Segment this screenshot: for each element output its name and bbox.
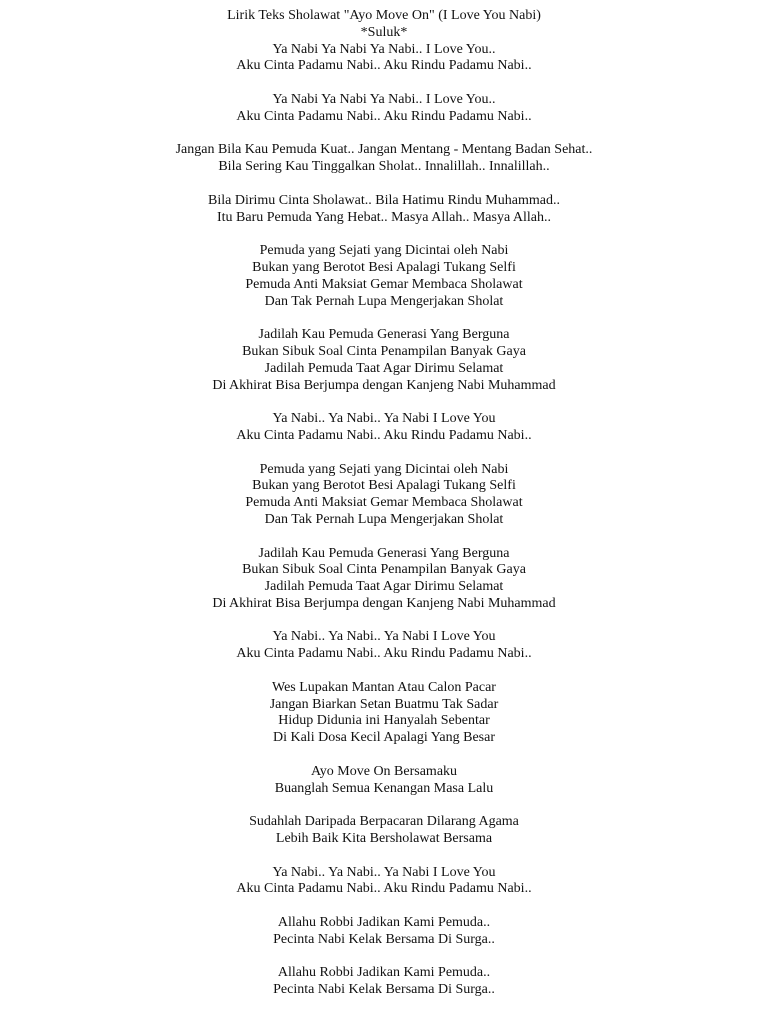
lyric-stanza	[0, 462, 768, 529]
lyric-line: Hidup Didunia ini Hanyalah Sebentar	[278, 713, 490, 729]
lyric-line: Aku Cinta Padamu Nabi.. Aku Rindu Padamu Nabi..	[236, 646, 532, 662]
lyric-line: Ya Nabi.. Ya Nabi.. Ya Nabi I Love You	[272, 629, 496, 645]
lyric-line: Bila Sering Kau Tinggalkan Sholat.. Innalillah.. Innalillah..	[218, 159, 550, 175]
lyric-stanza	[0, 411, 768, 445]
lyric-line: Pemuda yang Sejati yang Dicintai oleh Nabi	[259, 461, 509, 477]
lyric-line: Bukan yang Berotot Besi Apalagi Tukang Selfi	[252, 259, 516, 275]
lyric-line: Allahu Robbi Jadikan Kami Pemuda..	[277, 965, 491, 981]
lyric-line: Dan Tak Pernah Lupa Mengerjakan Sholat	[264, 511, 504, 527]
lyric-line: Aku Cinta Padamu Nabi.. Aku Rindu Padamu Nabi..	[236, 427, 532, 443]
lyric-line: Ya Nabi.. Ya Nabi.. Ya Nabi I Love You	[272, 864, 496, 880]
lyric-line: Ya Nabi Ya Nabi Ya Nabi.. I Love You..	[272, 91, 496, 107]
lyric-stanza	[0, 142, 768, 176]
lyric-stanza	[0, 92, 768, 126]
lyric-line: *Suluk*	[360, 24, 408, 40]
lyric-stanza	[0, 25, 768, 75]
lyric-line: Ya Nabi Ya Nabi Ya Nabi.. I Love You..	[272, 41, 496, 57]
lyric-stanza	[0, 915, 768, 949]
lyric-stanza	[0, 193, 768, 227]
lyric-stanza	[0, 680, 768, 747]
lyric-line: Buanglah Semua Kenangan Masa Lalu	[274, 780, 494, 796]
lyric-line: Pemuda Anti Maksiat Gemar Membaca Sholawat	[245, 276, 523, 292]
lyric-line: Pemuda Anti Maksiat Gemar Membaca Sholawat	[245, 495, 523, 511]
lyric-line: Allahu Robbi Jadikan Kami Pemuda..	[277, 915, 491, 931]
lyric-line: Jangan Biarkan Setan Buatmu Tak Sadar	[269, 696, 499, 712]
lyric-line: Di Kali Dosa Kecil Apalagi Yang Besar	[272, 730, 496, 746]
lyric-line: Di Akhirat Bisa Berjumpa dengan Kanjeng Nabi Muhammad	[212, 595, 556, 611]
lyric-stanza	[0, 814, 768, 848]
lyric-line: Pecinta Nabi Kelak Bersama Di Surga..	[273, 931, 495, 947]
lyric-line: Bila Dirimu Cinta Sholawat.. Bila Hatimu Rindu Muhammad..	[208, 192, 560, 208]
lyric-line: Bukan yang Berotot Besi Apalagi Tukang Selfi	[252, 478, 516, 494]
lyric-line: Jangan Bila Kau Pemuda Kuat.. Jangan Mentang - Mentang Badan Sehat..	[175, 142, 593, 158]
lyric-line: Pecinta Nabi Kelak Bersama Di Surga..	[273, 982, 495, 998]
lyric-stanza	[0, 243, 768, 310]
lyric-stanza	[0, 629, 768, 663]
lyric-line: Jadilah Pemuda Taat Agar Dirimu Selamat	[264, 360, 504, 376]
lyric-line: Itu Baru Pemuda Yang Hebat.. Masya Allah.. Masya Allah..	[216, 209, 551, 225]
lyric-stanza	[0, 764, 768, 798]
lyric-stanza	[0, 546, 768, 613]
lyric-line: Aku Cinta Padamu Nabi.. Aku Rindu Padamu Nabi..	[236, 881, 532, 897]
lyric-line: Ya Nabi.. Ya Nabi.. Ya Nabi I Love You	[272, 411, 496, 427]
lyric-line: Lebih Baik Kita Bersholawat Bersama	[275, 831, 493, 847]
lyric-line: Pemuda yang Sejati yang Dicintai oleh Nabi	[259, 243, 509, 259]
lyrics-page	[0, 8, 768, 999]
lyric-line: Aku Cinta Padamu Nabi.. Aku Rindu Padamu Nabi..	[236, 108, 532, 124]
lyric-line: Wes Lupakan Mantan Atau Calon Pacar	[272, 679, 496, 695]
lyric-line: Jadilah Pemuda Taat Agar Dirimu Selamat	[264, 579, 504, 595]
lyric-line: Bukan Sibuk Soal Cinta Penampilan Banyak Gaya	[242, 562, 526, 578]
lyric-stanza	[0, 965, 768, 999]
lyric-line: Sudahlah Daripada Berpacaran Dilarang Agama	[249, 814, 519, 830]
lyric-line: Di Akhirat Bisa Berjumpa dengan Kanjeng Nabi Muhammad	[212, 377, 556, 393]
lyric-line: Ayo Move On Bersamaku	[310, 763, 458, 779]
lyric-line: Jadilah Kau Pemuda Generasi Yang Berguna	[258, 545, 510, 561]
lyric-stanza	[0, 865, 768, 899]
lyrics-body	[0, 25, 768, 999]
lyric-line: Dan Tak Pernah Lupa Mengerjakan Sholat	[264, 293, 504, 309]
lyric-stanza	[0, 327, 768, 394]
lyric-line: Aku Cinta Padamu Nabi.. Aku Rindu Padamu Nabi..	[236, 58, 532, 74]
lyric-line: Bukan Sibuk Soal Cinta Penampilan Banyak Gaya	[242, 343, 526, 359]
lyric-line: Jadilah Kau Pemuda Generasi Yang Berguna	[258, 327, 510, 343]
document-title: Lirik Teks Sholawat "Ayo Move On" (I Love You Nabi)	[227, 8, 541, 23]
